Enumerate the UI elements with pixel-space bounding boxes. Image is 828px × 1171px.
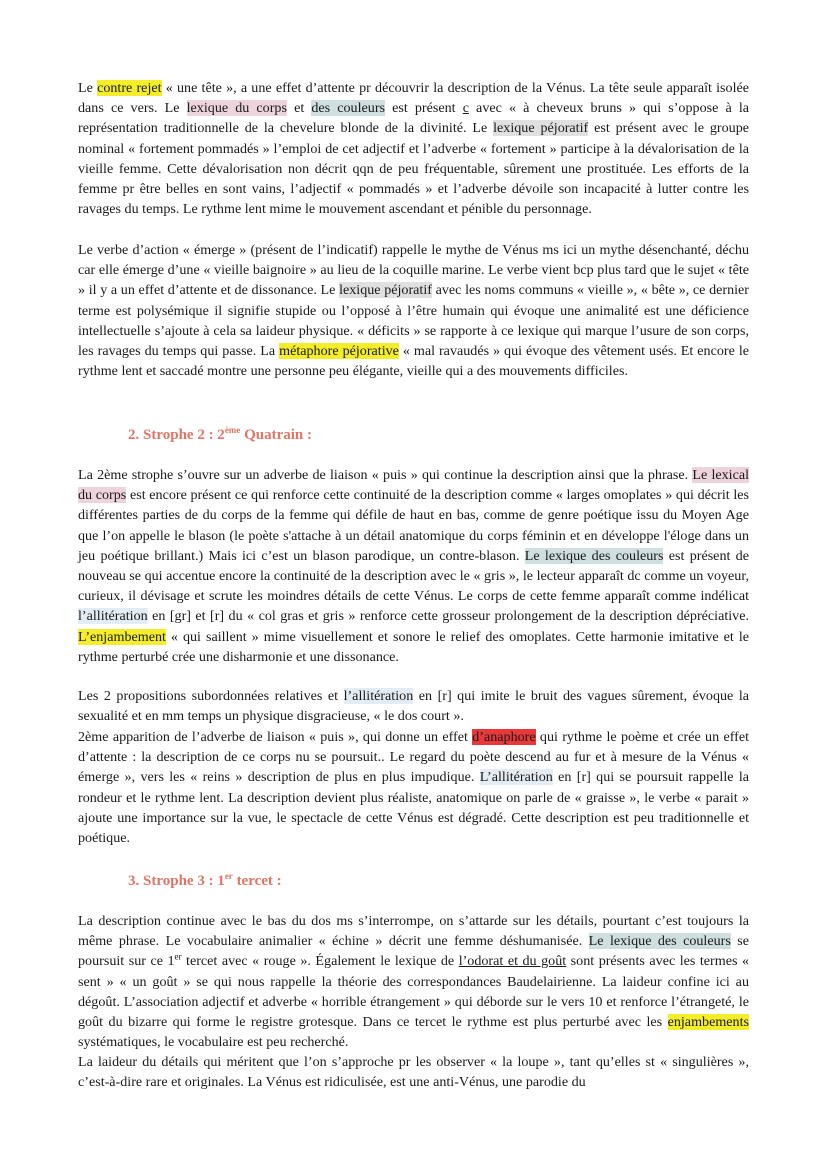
paragraph-venus-myth [78,240,749,381]
highlight-teal: Le lexique des couleurs [524,547,664,564]
text-span: 2ème apparition de l’adverbe de liaison « puis », qui donne un effet [78,729,473,745]
text-span: avec « à cheveux bruns » qui s’oppose à la représentation traditionnelle de la chevelure blonde de la divinité. Le [78,100,749,137]
text-span: est encore présent ce qui renforce cette continuité de la description comme « larges omoplates » qui décrit les différentes parties de du corps de la femme qui défile de haut en bas, comme de genre poétique issu du Moyen Age que l’on appelle le blason (le poète s'attache à un détail anatomique du corps féminin et en développe l'éloge dans un jeu poétique brillant.) Mais ici c’est un blason parodique, un contre-blason. [78,487,749,564]
highlight-grey: lexique péjoratif [339,282,432,299]
superscript: er [224,871,233,881]
text-span: avec les noms communs « vieille », « bête », ce dernier terme est polysémique il signifie stupide ou l’opposé à l’être humain qui évoque une animalité est une déficience intellectuelle s’ajoute à cela sa laideur physique. « déficits » se rapporte à ce lexique qui marque l’usure de son corps, les ravages du temps qui passe. La [78,282,749,360]
heading-strophe-3 [128,871,282,891]
text-span: Les 2 propositions subordonnées relatives et [78,688,344,704]
underlined-text: l’odorat et du goût [458,953,567,970]
text-span: 3. Strophe 3 : 1 [128,873,225,889]
text-span: Le [78,80,98,96]
text-span: « une tête », a une effet d’attente pr découvrir la description de la Vénus. La tête seule apparaît isolée dans ce vers. Le [78,80,749,117]
text-span: La 2ème strophe s’ouvre sur un adverbe de liaison « puis » qui continue la description ainsi que la phrase. [78,467,693,483]
text-span: se poursuit sur ce 1 [78,933,749,970]
text-span: est présent de nouveau se qui accentue encore la continuité de la description avec le « gris », le lecteur apparaît dc comme un voyeur, curieux, il dévisage et scrute les moindres détails de cette Vénus. Le corps de cette femme apparaît comme indélicat [78,547,749,605]
text-span: Quatrain : [240,427,312,443]
heading-strophe-2 [128,425,312,445]
superscript: ème [224,425,241,435]
text-span: en [gr] et [r] du « col gras et gris » renforce cette grosseur prolongement de la description dépréciative. [147,608,749,625]
highlight-yellow: contre rejet [97,80,162,96]
superscript: er [174,951,182,962]
highlight-blue: l’allitération [78,608,148,625]
paragraph-subordinates [78,686,749,726]
paragraph-strophe1-analysis [78,78,749,219]
text-span: est présent avec le groupe nominal « fortement pommadés » l’emploi de cet adjectif et l’adverbe « fortement » participe à la dévalorisation de la vieille femme. Cette dévalorisation non décrit qqn de peu fréquentable, sûrement une prostituée. Les efforts de la femme pr être belles en sont vains, l’adjectif « pommadés » et l’adverbe dévoile son incapacité à lutter contre les ravages du temps. Le rythme lent mime le mouvement ascendant et pénible du personnage. [78,120,750,218]
highlight-red: d’anaphore [472,729,536,745]
highlight-teal: Le lexique des couleurs [588,933,731,950]
text-span: systématiques, le vocabulaire est peu recherché. [78,1034,349,1051]
highlight-yellow: métaphore péjorative [279,343,399,360]
highlight-yellow: enjambements [667,1014,749,1031]
underlined-text: c [462,100,469,117]
paragraph-strophe2-analysis [78,465,749,667]
paragraph-anaphore [78,727,749,848]
text-span: Le verbe d’action « émerge » (présent de l’indicatif) rappelle le mythe de Vénus ms ici un mythe désenchanté, déchu car elle émerge d’une « vieille baignoire » au lieu de la coquille marine. Le verbe vient bcp plus tard que le sujet « tête » il y a un effet d’attente et de dissonance. Le [78,242,749,299]
text-span: qui rythme le poème et crée un effet d’attente : la description de ce corps nu se poursuit.. Le regard du poète descend au fur et à mesure de la Vénus « émerge », vers les « reins » description de plus en plus impudique. [78,729,750,786]
highlight-blue: L’allitération [479,769,553,786]
text-span: et [286,100,312,117]
text-span: tercet : [232,873,282,889]
highlight-blue: l’allitération [343,688,414,704]
text-span: en [r] qui imite le bruit des vagues sûrement, évoque la sexualité et en mm temps un physique disgracieuse, « le dos court ». [78,688,750,725]
highlight-teal: des couleurs [311,100,385,117]
highlight-pink: Le lexical du corps [78,467,750,504]
paragraph-strophe3-analysis [78,911,749,1052]
text-span: 2. Strophe 2 : 2 [128,427,225,443]
highlight-yellow: L’enjambement [78,628,166,645]
highlight-grey: lexique péjoratif [493,120,589,137]
paragraph-loupe [78,1052,749,1092]
text-span: « qui saillent » mime visuellement et sonore le relief des omoplates. Cette harmonie imitative et le rythme perturbé crée une disharmonie et une dissonance. [78,628,749,665]
text-span: est présent [385,100,463,117]
text-span: tercet avec « rouge ». Également le lexique de [181,953,459,970]
text-span: « mal ravaudés » qui évoque des vêtement usés. Et encore le rythme lent et saccadé montre une personne peu élégante, vieille qui a des mouvements difficiles. [78,343,749,380]
text-span: La laideur du détails qui méritent que l’on s’approche pr les observer « la loupe », tant qu’elles st « singulières », c’est-à-dire rare et originales. La Vénus est ridiculisée, est une anti-Vénus, une parodie du [78,1054,749,1091]
text-span: sont présents avec les termes « sent » « un goût » se qui nous rappelle la théorie des correspondances Baudelairienne. La laideur confine ici au dégoût. L’association adjectif et adverbe « horrible étrangement » qui déborde sur le vers 10 et renforce l’étrangeté, le goût du bizarre qui forme le registre grotesque. Dans ce tercet le rythme est plus perturbé avec les [78,953,750,1031]
highlight-pink: lexique du corps [186,100,287,117]
text-span: en [r] qui se poursuit rappelle la rondeur et le rythme lent. La description devient plus réaliste, anatomique on parle de « graisse », le verbe « parait » ajoute une importance sur la vue, le spectacle de cette Vénus est dégradé. Cette description est peu traditionnelle et poétique. [78,769,749,847]
text-span: La description continue avec le bas du dos ms s’interrompe, on s’attarde sur les détails, pourtant c’est toujours la même phrase. Le vocabulaire animalier « échine » décrit une femme déshumanisée. [78,913,749,950]
